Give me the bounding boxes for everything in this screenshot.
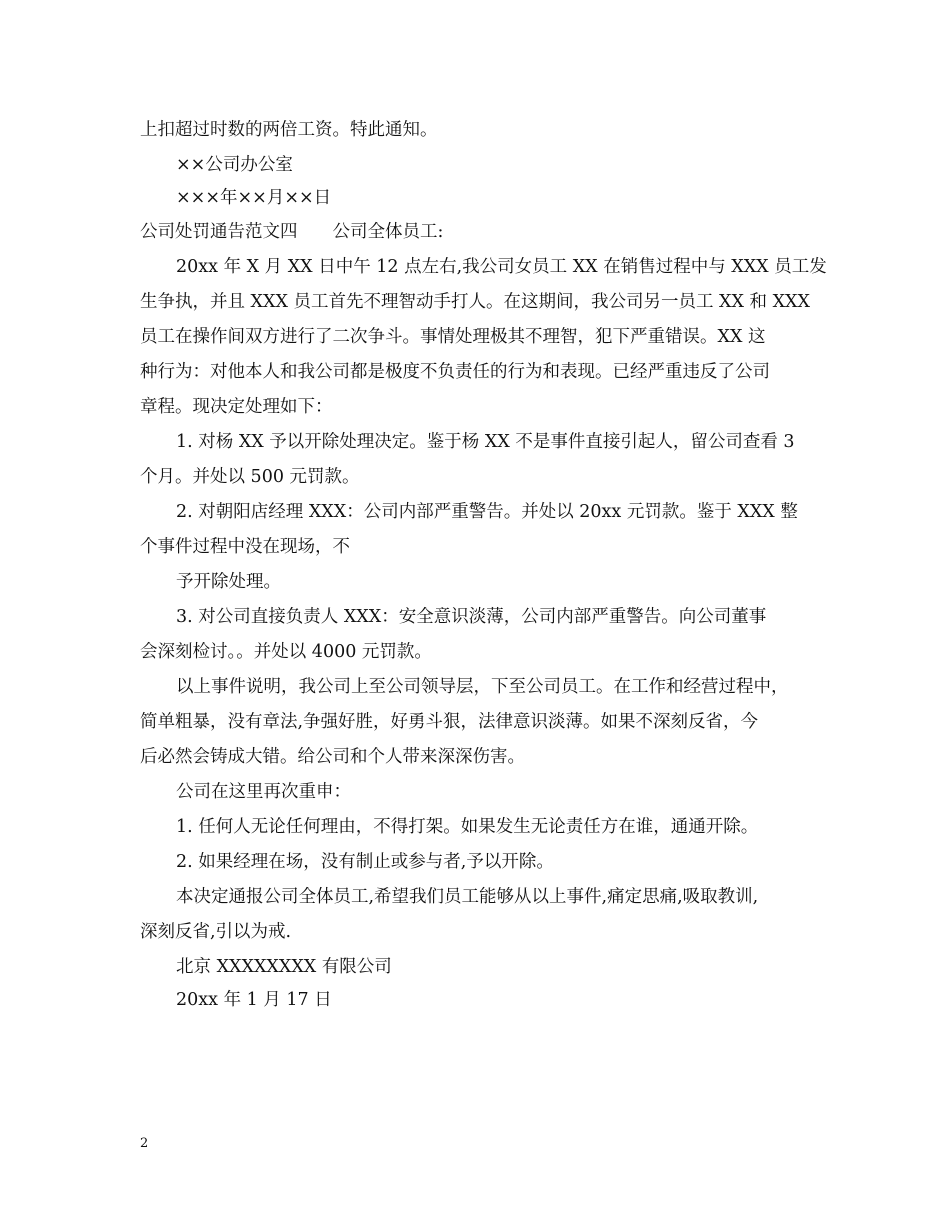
text-line-26: 20xx 年 1 月 17 日 xyxy=(176,990,332,1010)
text-line-10: 1. 对杨 XX 予以开除处理决定。鉴于杨 XX 不是事件直接引起人，留公司查看 3 xyxy=(176,432,795,452)
text-line-3: ×××年××月××日 xyxy=(176,188,332,208)
text-line-22: 2. 如果经理在场，没有制止或参与者,予以开除。 xyxy=(176,852,554,872)
text-line-8: 种行为：对他本人和我公司都是极度不负责任的行为和表现。已经严重违反了公司 xyxy=(140,362,770,382)
page-number: 2 xyxy=(140,1136,149,1151)
text-line-4: 公司处罚通告范文四 公司全体员工: xyxy=(140,222,444,242)
text-line-18: 简单粗暴，没有章法,争强好胜，好勇斗狠，法律意识淡薄。如果不深刻反省，今 xyxy=(140,712,759,732)
text-line-16: 会深刻检讨。。并处以 4000 元罚款。 xyxy=(140,642,432,662)
text-line-12: 2. 对朝阳店经理 XXX：公司内部严重警告。并处以 20xx 元罚款。鉴于 XXX 整 xyxy=(176,502,798,522)
text-line-11: 个月。并处以 500 元罚款。 xyxy=(140,467,360,487)
text-line-7: 员工在操作间双方进行了二次争斗。事情处理极其不理智，犯下严重错误。XX 这 xyxy=(140,327,766,347)
text-line-23: 本决定通报公司全体员工,希望我们员工能够从以上事件,痛定思痛,吸取教训, xyxy=(176,887,759,907)
text-line-5: 20xx 年 X 月 XX 日中午 12 点左右,我公司女员工 XX 在销售过程中与 XXX 员工发 xyxy=(176,257,827,277)
text-line-19: 后必然会铸成大错。给公司和个人带来深深伤害。 xyxy=(140,747,525,767)
text-line-24: 深刻反省,引以为戒. xyxy=(140,922,292,942)
text-line-21: 1. 任何人无论任何理由，不得打架。如果发生无论责任方在谁，通通开除。 xyxy=(176,817,759,837)
text-line-2: ××公司办公室 xyxy=(176,155,293,175)
text-line-20: 公司在这里再次重申： xyxy=(176,782,351,802)
text-line-25: 北京 XXXXXXXX 有限公司 xyxy=(176,957,392,977)
text-line-9: 章程。现决定处理如下： xyxy=(140,397,333,417)
text-line-1: 上扣超过时数的两倍工资。特此通知。 xyxy=(140,120,438,140)
text-line-6: 生争执，并且 XXX 员工首先不理智动手打人。在这期间，我公司另一员工 XX 和 XXX xyxy=(140,292,810,312)
text-line-15: 3. 对公司直接负责人 XXX：安全意识淡薄，公司内部严重警告。向公司董事 xyxy=(176,607,767,627)
text-line-17: 以上事件说明，我公司上至公司领导层，下至公司员工。在工作和经营过程中， xyxy=(176,677,789,697)
text-line-14: 予开除处理。 xyxy=(176,572,281,592)
text-line-13: 个事件过程中没在现场，不 xyxy=(140,537,350,557)
